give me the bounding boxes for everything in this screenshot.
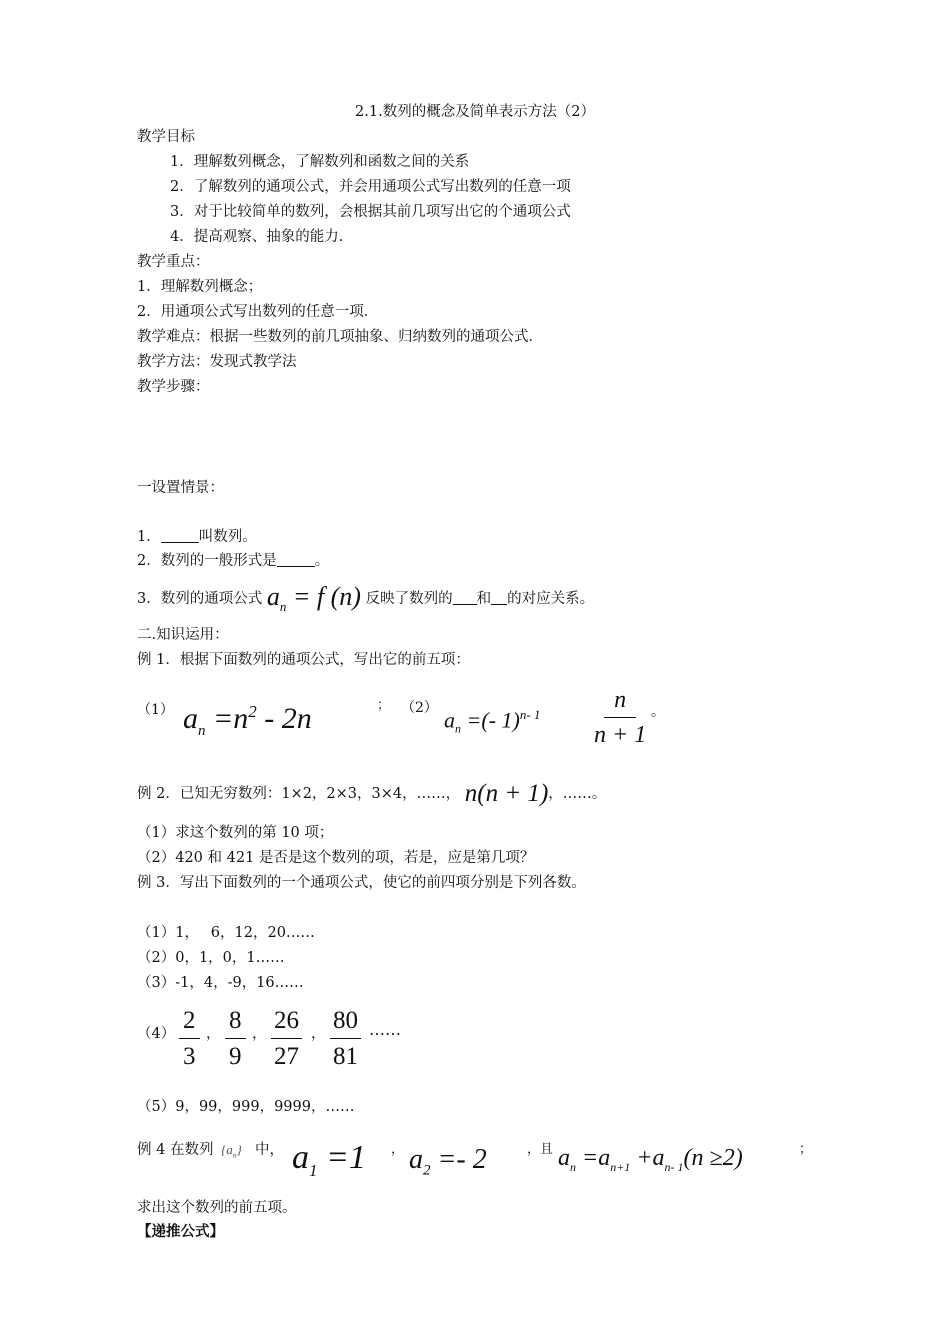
separator: ， [206, 1026, 221, 1042]
objective-item: 2．了解数列的通项公式，并会用通项公式写出数列的任意一项 [170, 179, 571, 195]
fill-blank [453, 590, 477, 605]
objectives-heading: 教学目标 [137, 129, 195, 145]
ellipsis: …… [369, 1020, 401, 1039]
question-text: 3．数列的通项公式 [137, 591, 263, 607]
objective-item: 3．对于比较简单的数列，会根据其前几项写出它的个通项公式 [170, 204, 571, 220]
page-title: 2.1.数列的概念及简单表示方法（2） [355, 104, 595, 120]
sequence-item: （1）1， 6，12，20…… [137, 925, 315, 941]
question-text: 。 [314, 553, 330, 569]
sequence-item: （5）9，99，999，9999，…… [137, 1099, 355, 1115]
question-text: 叫数列。 [198, 529, 257, 545]
part-label: （1） [137, 702, 174, 718]
example-2-after: ，……。 [548, 786, 607, 802]
example-2-label: 例 2．已知无穷数列：1×2，2×3，3×4，……， [137, 786, 461, 802]
fraction: $\frac{2}{3}$ [179, 1008, 200, 1071]
fraction: $\frac{26}{27}$ [271, 1008, 302, 1071]
recursion-heading: 【递推公式】 [137, 1223, 224, 1240]
formula-an-fn: $a_n = f$ (n) [266, 582, 361, 615]
sequence-item: （2）0，1，0，1…… [137, 950, 285, 966]
question-2 [137, 551, 329, 571]
sequence-item: （3）-1，4，-9，16…… [137, 975, 304, 991]
key-point-item: 1．理解数列概念； [137, 279, 263, 295]
formula-a1: $a_1 =1$ [292, 1139, 366, 1180]
separator: ， [252, 1026, 267, 1042]
question-text: 2．数列的一般形式是 [137, 553, 277, 569]
fraction-n-over-n-plus-1: $\frac{n}{n + 1}$ [594, 687, 647, 749]
question-text: 反映了数列的 [365, 591, 453, 607]
section1-heading: 一设置情景： [137, 480, 224, 496]
example-4-and: ，且 [527, 1142, 554, 1157]
difficulty-text: 教学难点：根据一些数列的前几项抽象、归纳数列的通项公式． [137, 329, 543, 345]
fill-blank [277, 552, 315, 567]
fill-blank [161, 528, 199, 543]
formula-an-n2-2n: $a_n =n^2 - 2n$ [183, 702, 312, 739]
part-label: （4） [137, 1026, 176, 1042]
sequence-notation: $\{a_n\}$ [221, 1142, 242, 1160]
key-point-item: 2．用通项公式写出数列的任意一项． [137, 304, 379, 320]
end-mark: ； [799, 1142, 813, 1157]
fraction: $\frac{80}{81}$ [330, 1008, 361, 1071]
section2-heading: 二.知识运用： [137, 627, 229, 643]
steps-heading: 教学步骤： [137, 379, 210, 395]
example-3-text: 例 3．写出下面数列的一个通项公式，使它的前四项分别是下列各数。 [137, 875, 586, 891]
question-text: 的对应关系。 [507, 591, 595, 607]
method-text: 教学方法：发现式教学法 [137, 354, 297, 370]
example-1-text: 例 1．根据下面数列的通项公式，写出它的前五项： [137, 652, 470, 668]
example-4-mid: 中， [255, 1142, 284, 1158]
end-mark: 。 [651, 704, 665, 720]
question-number: 1． [137, 529, 161, 545]
formula-n-n-plus-1: n(n + 1) [464, 780, 549, 807]
fill-blank [491, 590, 507, 605]
question-1 [137, 527, 257, 547]
objective-item: 1．理解数列概念，了解数列和函数之间的关系 [170, 154, 470, 170]
objective-item: 4．提高观察、抽象的能力. [170, 229, 344, 245]
question-3 [137, 584, 594, 620]
formula-recurrence: $a_n =a_{n+1} +a_{n- 1}(n \ge 2)$ [558, 1145, 743, 1174]
separator: ， [391, 1142, 405, 1157]
example-4-line2: 求出这个数列的前五项。 [137, 1200, 297, 1216]
formula-an-alternating: $a_n$ =(- 1)$^{n- 1}$ [444, 707, 541, 736]
separator: ， [311, 1026, 326, 1042]
fraction: $\frac{8}{9}$ [225, 1008, 246, 1071]
formula-a2: $a_2 =- 2$ [409, 1144, 487, 1179]
key-points-heading: 教学重点： [137, 254, 210, 270]
question-text: 和 [476, 591, 492, 607]
example-4-label: 例 4 在数列 [137, 1142, 214, 1158]
part-label: （2） [401, 700, 438, 716]
example-2-question: （1）求这个数列的第 10 项； [137, 825, 334, 841]
example-2-question: （2）420 和 421 是否是这个数列的项，若是，应是第几项？ [137, 850, 535, 866]
example-2-text [137, 780, 606, 808]
separator: ； [377, 698, 391, 713]
